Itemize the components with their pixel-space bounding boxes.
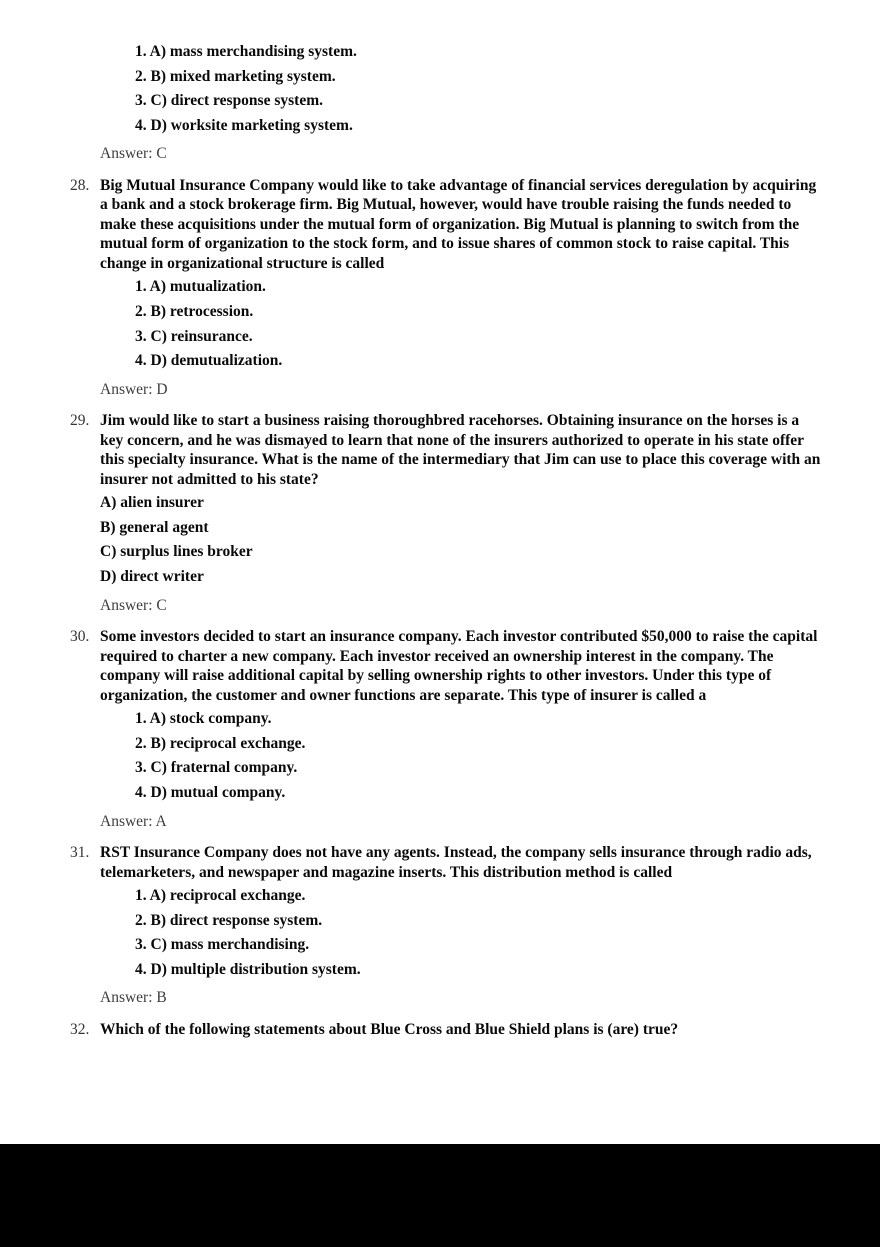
option-item: 2. B) direct response system.: [135, 911, 323, 929]
answer-text: Answer: B: [100, 989, 167, 1007]
answer-text: Answer: A: [100, 812, 167, 830]
option-item: A) alien insurer: [100, 494, 204, 512]
question-block: [0, 176, 880, 399]
question-number: 29.: [70, 412, 90, 430]
question-block: [0, 843, 880, 1008]
option-item: 4. D) worksite marketing system.: [135, 116, 353, 134]
option-item: B) general agent: [100, 518, 209, 536]
options-list: [100, 40, 824, 138]
option-item: 2. B) retrocession.: [135, 302, 254, 320]
question-block: [0, 40, 880, 164]
option-item: 3. C) direct response system.: [135, 92, 323, 110]
option-item: C) surplus lines broker: [100, 543, 253, 561]
option-item: 3. C) fraternal company.: [135, 759, 298, 777]
question-stem: Which of the following statements about Blue Cross and Blue Shield plans is (are) true?: [100, 1020, 679, 1038]
option-item: 2. B) mixed marketing system.: [135, 67, 336, 85]
option-item: 4. D) demutualization.: [135, 352, 283, 370]
options-list: [100, 884, 824, 982]
question-stem: Jim would like to start a business raising thoroughbred racehorses. Obtaining insurance on the horses is a key concern, and he was dismayed to learn that none of the insurers authorized to operate in his state offer this specialty insurance. What is the name of the intermediary that Jim can use to place this coverage with an insurer not admitted to his state?: [100, 412, 821, 488]
option-item: 3. C) reinsurance.: [135, 327, 253, 345]
question-number: 32.: [70, 1020, 90, 1038]
option-item: 1. A) stock company.: [135, 710, 272, 728]
option-item: D) direct writer: [100, 568, 204, 586]
option-item: 1. A) reciprocal exchange.: [135, 887, 306, 904]
option-item: 1. A) mass merchandising system.: [135, 43, 357, 60]
option-item: 1. A) mutualization.: [135, 278, 266, 296]
question-block: [0, 411, 880, 615]
question-stem: Big Mutual Insurance Company would like to take advantage of financial services deregulation by acquiring a bank and a stock brokerage firm. Big Mutual, however, would have trouble raising the funds needed to make these acquisitions under the mutual form of organization. Big Mutual is planning to switch from the mutual form of organization to the stock form, and to issue shares of common stock to raise capital. This change in organizational structure is called: [100, 176, 817, 272]
option-item: 2. B) reciprocal exchange.: [135, 734, 306, 752]
question-stem: Some investors decided to start an insurance company. Each investor contributed $50,000 to raise the capital required to charter a new company. Each investor received an ownership interest in the company. The company will raise additional capital by selling ownership rights to other investors. Under this type of organization, the customer and owner functions are separate. This type of insurer is called a: [100, 628, 818, 704]
answer-text: Answer: C: [100, 145, 167, 163]
option-item: 4. D) mutual company.: [135, 783, 286, 801]
options-list: [100, 275, 824, 373]
page-footer-bar: [0, 1144, 880, 1247]
options-list: [100, 491, 824, 589]
question-stem: RST Insurance Company does not have any agents. Instead, the company sells insurance through radio ads, telemarketers, and newspaper and magazine inserts. This distribution method is called: [100, 844, 812, 881]
options-list: [100, 707, 824, 805]
question-block: [0, 627, 880, 831]
answer-text: Answer: C: [100, 596, 167, 614]
option-item: 3. C) mass merchandising.: [135, 936, 310, 954]
question-number: 28.: [70, 176, 90, 194]
option-item: 4. D) multiple distribution system.: [135, 960, 361, 978]
document-body: [0, 40, 880, 1039]
answer-text: Answer: D: [100, 380, 168, 398]
question-block: [0, 1020, 880, 1040]
question-number: 31.: [70, 844, 90, 861]
question-number: 30.: [70, 628, 90, 646]
